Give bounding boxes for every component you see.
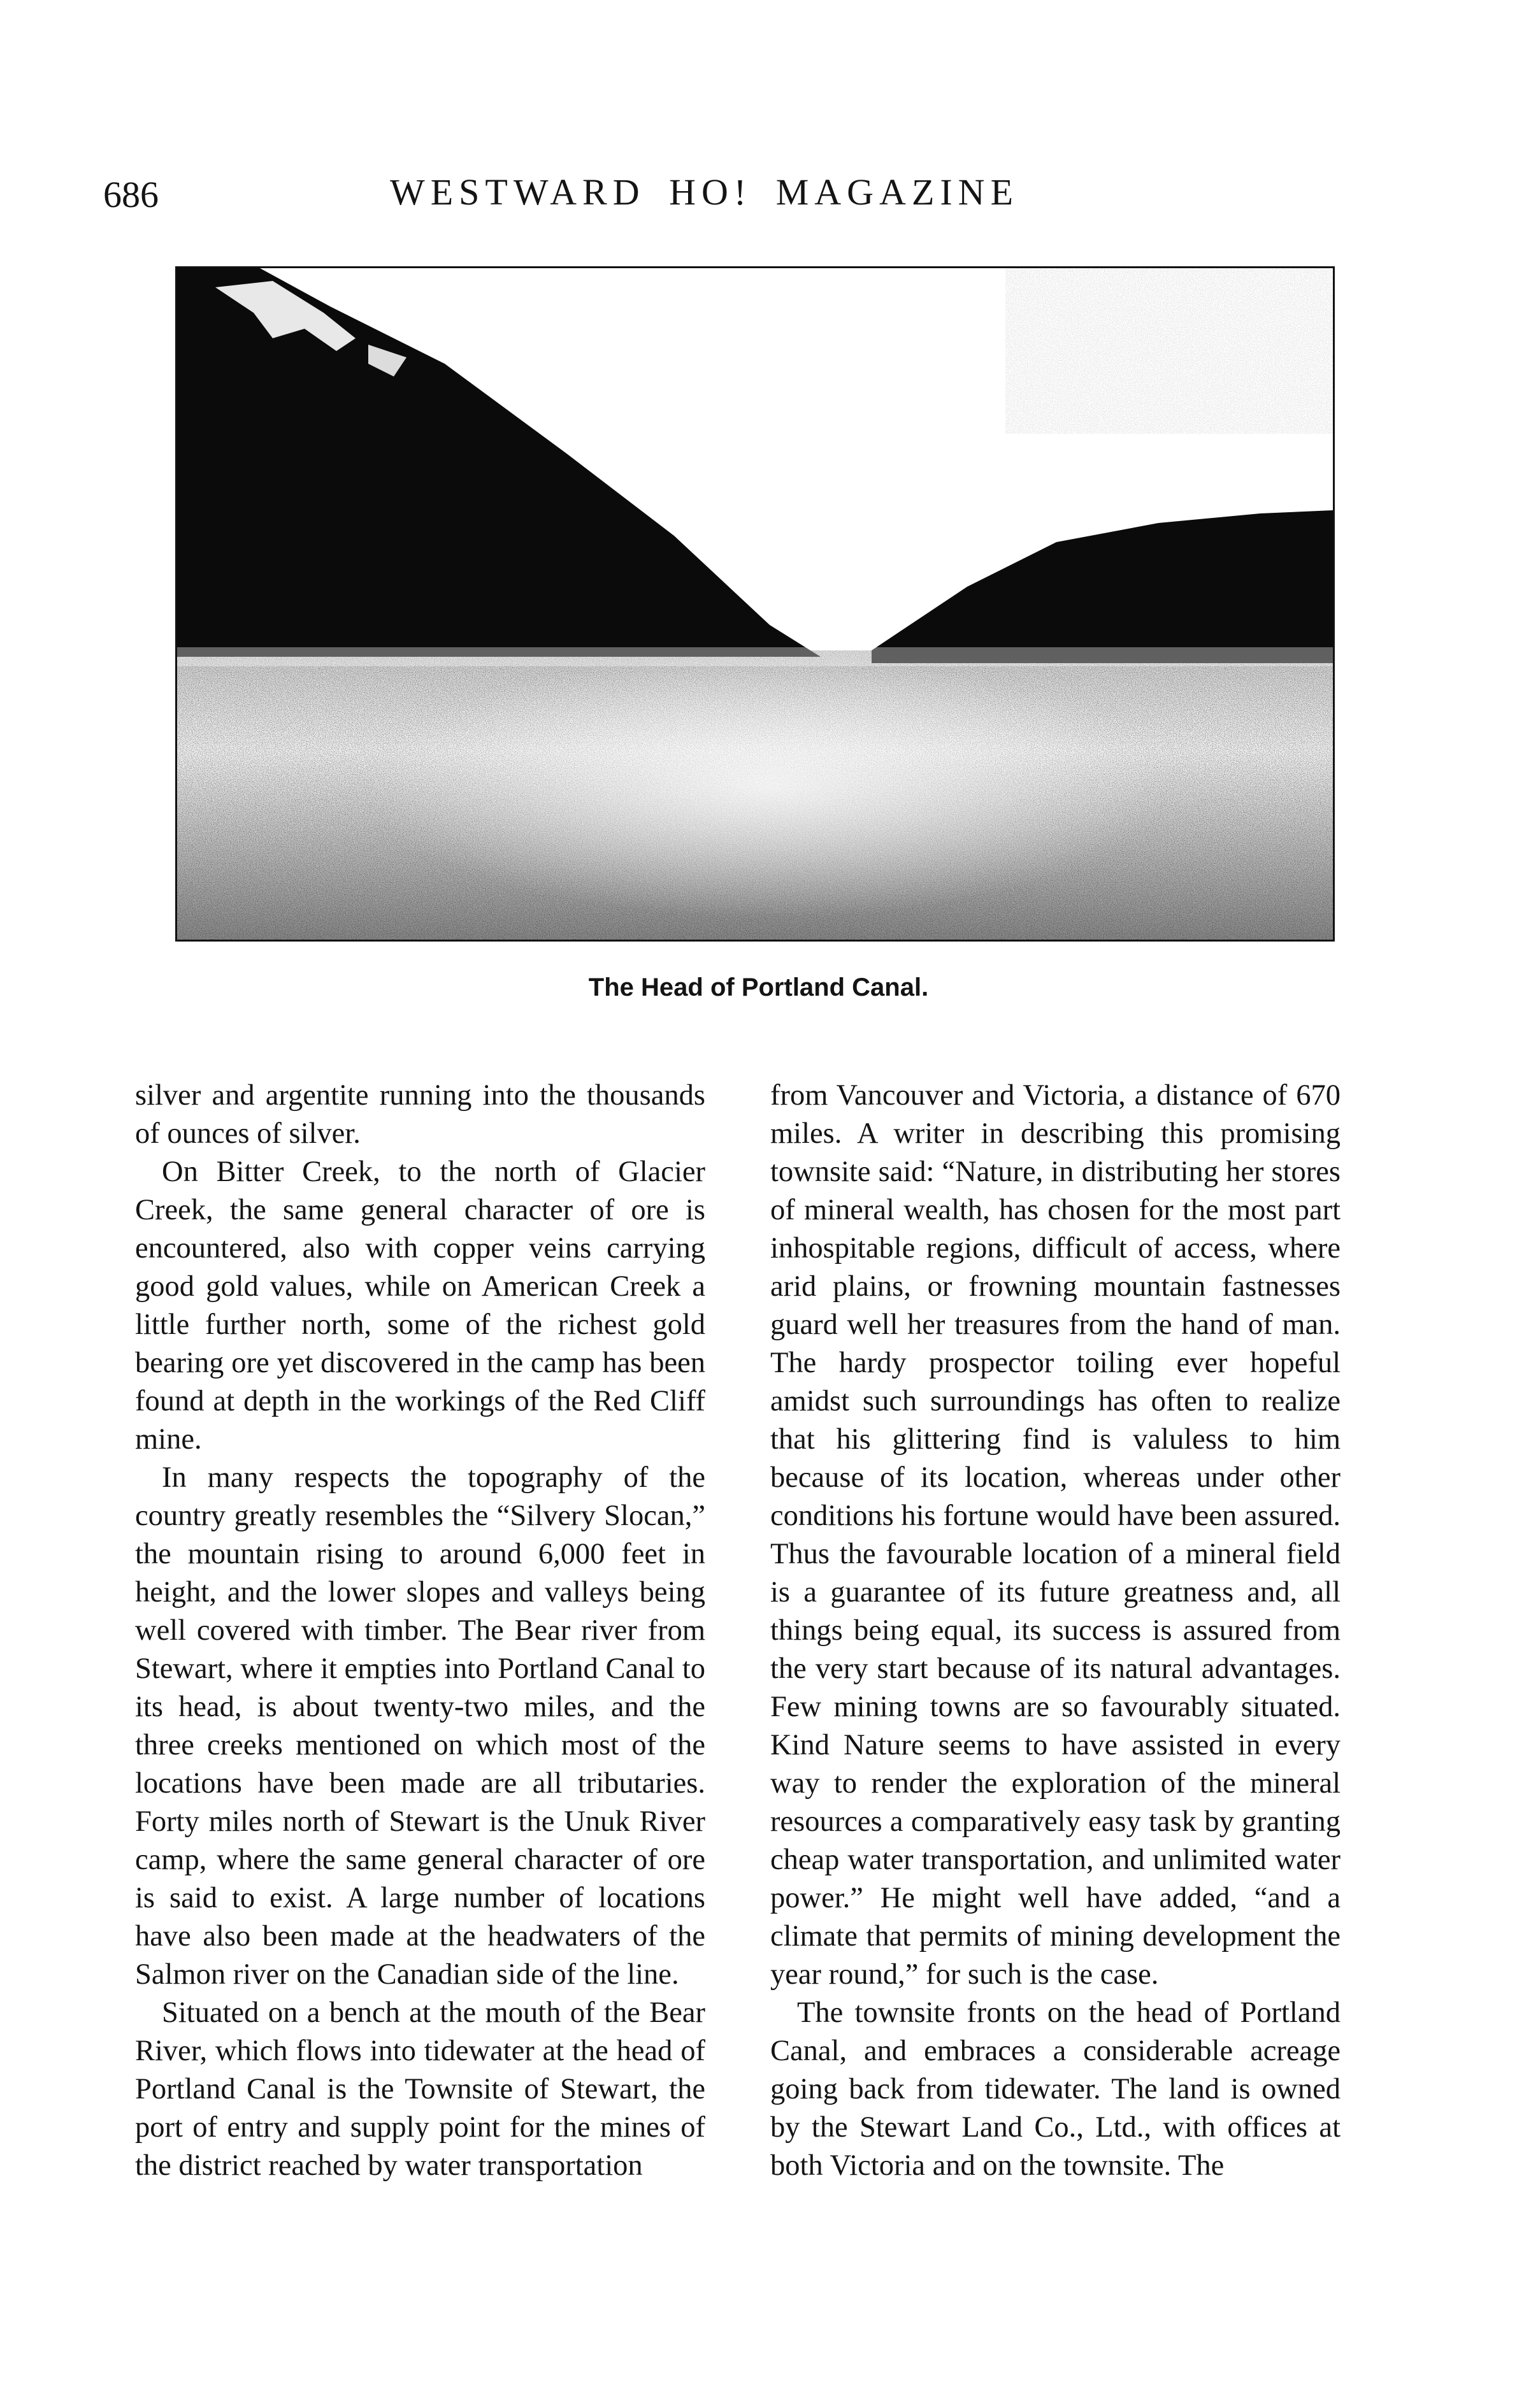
paragraph: silver and argentite running into the thousands of ounces of silver. — [135, 1079, 705, 1150]
left-column — [135, 1077, 705, 2185]
photo-landscape-graphic — [177, 268, 1333, 940]
page-number: 686 — [103, 174, 159, 215]
paragraph: Situated on a bench at the mouth of the Bear River, which flows into tidewater at the head of Portland Canal is the Townsite of Stewart, the port of entry and supply point for the mines of the district reached by water transportation — [135, 1996, 705, 2182]
running-title: WESTWARD HO! MAGAZINE — [390, 171, 1019, 213]
paragraph: On Bitter Creek, to the north of Glacier Creek, the same general character of ore is encountered, also with copper veins carrying good gold values, while on American Creek a little further north, some of the richest gold bearing ore yet discovered in the camp has been found at depth in the workings of the Red Cliff mine. — [135, 1156, 705, 1456]
figure-caption: The Head of Portland Canal. — [588, 973, 929, 1001]
paragraph: The townsite fronts on the head of Portland Canal, and embraces a considerable acreage going back from tidewater. The land is owned by the Stewart Land Co., Ltd., with offices at both Victoria and on the townsite. The — [770, 1996, 1341, 2182]
paragraph: In many respects the topography of the country greatly resembles the “Silvery Slocan,” the mountain rising to around 6,000 feet in height, and the lower slopes and valleys being well covered with timber. The Bear river from Stewart, where it empties into Portland Canal to its head, is about twenty-two miles, and the three creeks mentioned on which most of the locations have been made are all tributaries. Forty miles north of Stewart is the Unuk River camp, where the same general character of ore is said to exist. A large number of locations have also been made at the headwaters of the Salmon river on the Canadian side of the line. — [135, 1461, 705, 1991]
right-column — [770, 1077, 1341, 2185]
paragraph: from Vancouver and Victoria, a distance of 670 miles. A writer in describing this promising townsite said: “Nature, in distributing her stores of mineral wealth, has chosen for the most part inhospitable regions, difficult of access, where arid plains, or frowning mountain fastnesses guard well her treasures from the hand of man. The hardy prospector toiling ever hopeful amidst such surroundings has often to realize that his glittering find is valuless to him because of its location, whereas under other conditions his fortune would have been assured. Thus the favourable location of a mineral field is a guarantee of its future greatness and, all things being equal, its success is assured from the very start because of its natural advantages. Few mining towns are so favourably situated. Kind Nature seems to have assisted in every way to render the exploration of the mineral resources a comparatively easy task by granting cheap water transportation, and unlimited water power.” He might well have added, “and a climate that permits of mining development the year round,” for such is the case. — [770, 1079, 1341, 1991]
halftone-photo — [175, 266, 1335, 942]
